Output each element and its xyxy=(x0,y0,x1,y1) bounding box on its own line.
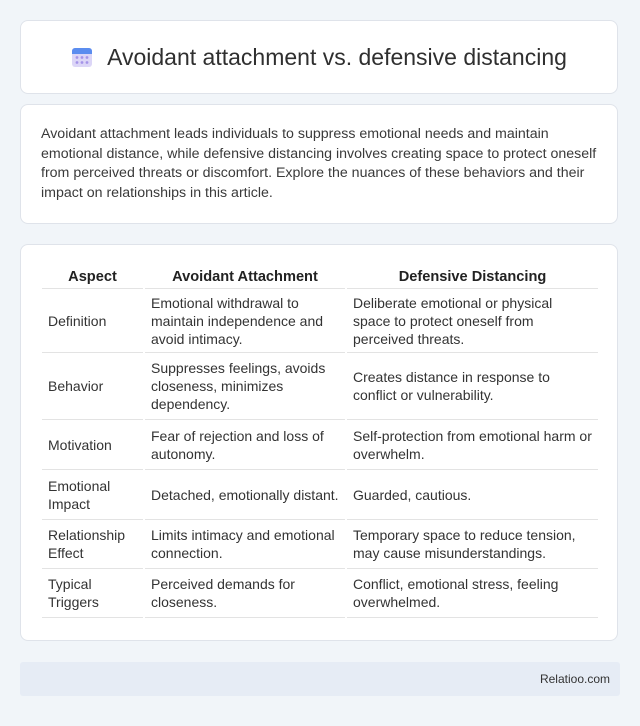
table-cell: Behavior xyxy=(42,353,144,420)
table-cell: Typical Triggers xyxy=(42,569,144,618)
column-header: Defensive Distancing xyxy=(346,265,598,289)
footer xyxy=(20,662,620,696)
footer-brand: Relatioo.com xyxy=(539,672,610,686)
calendar-icon xyxy=(71,46,93,68)
table-row xyxy=(42,420,598,470)
title-card xyxy=(20,20,618,94)
table-cell: Limits intimacy and emotional connection. xyxy=(144,520,346,569)
intro-card xyxy=(20,104,618,224)
table-row xyxy=(42,520,598,569)
table-cell: Perceived demands for closeness. xyxy=(144,569,346,618)
comparison-table xyxy=(42,265,598,618)
table-cell: Deliberate emotional or physical space to protect oneself from perceived threats. xyxy=(346,289,598,353)
comparison-card xyxy=(20,244,618,641)
table-row xyxy=(42,289,598,353)
table-row xyxy=(42,470,598,520)
table-cell: Emotional Impact xyxy=(42,470,144,520)
column-header: Avoidant Attachment xyxy=(144,265,346,289)
table-cell: Detached, emotionally distant. xyxy=(144,470,346,520)
table-cell: Self-protection from emotional harm or overwhelm. xyxy=(346,420,598,470)
table-cell: Fear of rejection and loss of autonomy. xyxy=(144,420,346,470)
table-cell: Suppresses feelings, avoids closeness, minimizes dependency. xyxy=(144,353,346,420)
table-cell: Definition xyxy=(42,289,144,353)
table-cell: Creates distance in response to conflict or vulnerability. xyxy=(346,353,598,420)
table-cell: Conflict, emotional stress, feeling overwhelmed. xyxy=(346,569,598,618)
table-cell: Temporary space to reduce tension, may cause misunderstandings. xyxy=(346,520,598,569)
table-cell: Guarded, cautious. xyxy=(346,470,598,520)
table-row xyxy=(42,353,598,420)
intro-text: Avoidant attachment leads individuals to suppress emotional needs and maintain emotional distance, while defensive distancing involves creating space to protect oneself from perceived threats or discomfort. Explore the nuances of these behaviors and their impact on relationships in this article. xyxy=(41,126,597,201)
table-cell: Motivation xyxy=(42,420,144,470)
table-cell: Relationship Effect xyxy=(42,520,144,569)
page-title: Avoidant attachment vs. defensive distancing xyxy=(107,43,567,70)
table-header-row xyxy=(42,265,598,289)
column-header: Aspect xyxy=(42,265,144,289)
table-row xyxy=(42,569,598,618)
table-cell: Emotional withdrawal to maintain independence and avoid intimacy. xyxy=(144,289,346,353)
